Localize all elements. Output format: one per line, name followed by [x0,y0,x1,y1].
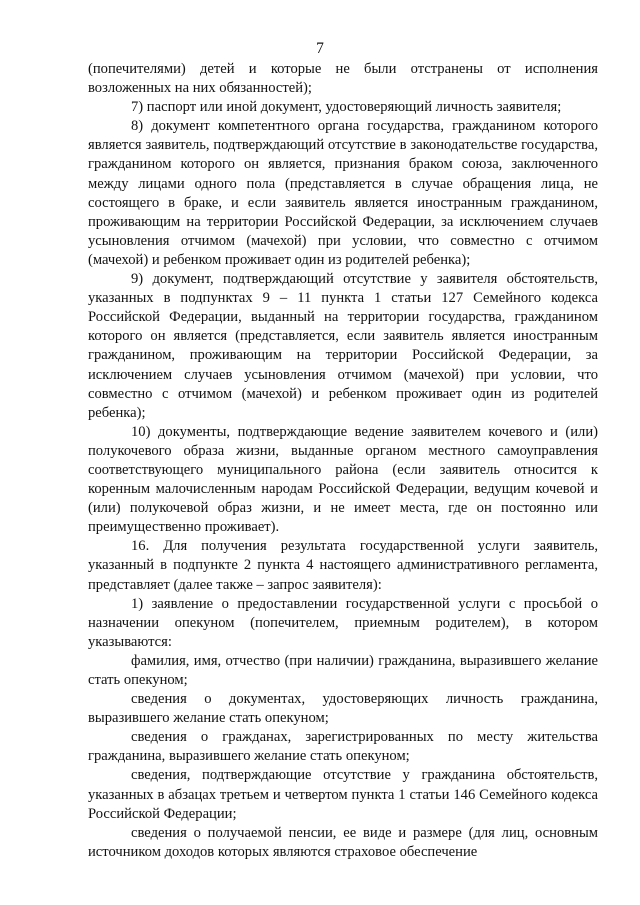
page-number: 7 [316,40,324,57]
paragraph-clause-16: 16. Для получения результата государственной услуги заявитель, указанный в подпункте 2 пункта 4 настоящего административного регламента, представляет (далее также – запрос заявителя): [88,538,598,593]
paragraph-item-10: 10) документы, подтверждающие ведение заявителем кочевого и (или) полукочевого образа жизни, выданные органом местного самоуправления соответствующего муниципального района (если заявитель относится к коренным малочисленным народам Российской Федерации, ведущим кочевой и (или) полукочевой образ жизни, и не имеет места, где он постоянно или преимущественно проживает). [88,423,598,536]
paragraph-item-9: 9) документ, подтверждающий отсутствие у заявителя обстоятельств, указанных в подпунктах 9 – 11 пункта 1 статьи 127 Семейного кодекса Российской Федерации, выданный на территории государства, гражданином которого он является (представляется, если заявитель является иностранным гражданином, проживающим на территории Российской Федерации, за исключением случаев усыновления отчимом (мачехой) при условии, что совместно с отчимом (мачехой) и ребенком проживает один из родителей ребенка); [88,271,598,421]
paragraph-pension-info: сведения о получаемой пенсии, ее виде и размере (для лиц, основным источником доходов которых являются страховое обеспечение [88,824,598,860]
paragraph-continuation: (попечителями) детей и которые не были отстранены от исполнения возложенных на них обязанностей); [88,61,598,97]
document-body [88,60,598,862]
paragraph-item-7: 7) паспорт или иной документ, удостоверяющий личность заявителя; [131,99,562,116]
paragraph-absence-circumstances: сведения, подтверждающие отсутствие у гражданина обстоятельств, указанных в абзацах третьем и четвертом пункта 1 статьи 146 Семейного кодекса Российской Федерации; [88,767,598,822]
paragraph-subitem-1: 1) заявление о предоставлении государственной услуги с просьбой о назначении опекуном (попечителем, приемным родителем), в котором указываются: [88,595,598,650]
paragraph-item-8: 8) документ компетентного органа государства, гражданином которого является заявитель, подтверждающий отсутствие в законодательстве государства, гражданином которого он является, признания браком союза, заключенного между лицами одного пола (представляется в случае обращения лица, не состоящего в браке, и если заявитель является иностранным гражданином, проживающим на территории Российской Федерации, за исключением случаев усыновления отчимом (мачехой) при условии, что совместно с отчимом (мачехой) и ребенком проживает один из родителей ребенка); [88,118,598,268]
paragraph-identity-documents: сведения о документах, удостоверяющих личность гражданина, выразившего желание стать опекуном; [88,691,598,727]
paragraph-full-name: фамилия, имя, отчество (при наличии) гражданина, выразившего желание стать опекуном; [88,652,598,688]
paragraph-registered-citizens: сведения о гражданах, зарегистрированных по месту жительства гражданина, выразившего желание стать опекуном; [88,729,598,765]
